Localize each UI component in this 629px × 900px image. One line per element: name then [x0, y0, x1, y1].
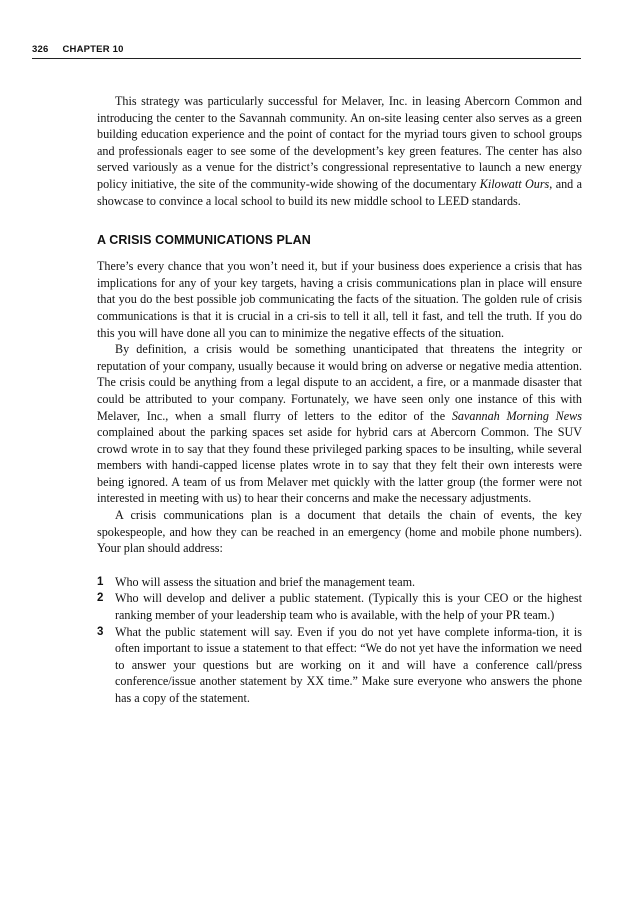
list-item-number: 2	[97, 592, 104, 605]
newspaper-title: Savannah Morning News	[451, 408, 582, 423]
list-item	[97, 590, 582, 623]
intro-text-start: This strategy was particularly successful for Melaver, Inc. in leasing Abercorn Common and introducing the center to the Savannah community. An on-site leasing center also serves as a green building education experience and the point of contact for the myriad tours given to school groups and professionals eager to see some of the development’s key green features. The center has also served variously as a venue for the district’s congressional representative to launch a new energy policy initiative, the site of the community-wide showing of the documentary	[97, 94, 582, 191]
intro-paragraph	[97, 93, 582, 209]
list-item-number: 3	[97, 625, 104, 638]
intro-text-end: , and a showcase to convince a local school to build its new middle school to LEED standards.	[97, 176, 582, 208]
list-item-number: 1	[97, 575, 104, 588]
chapter-label: CHAPTER 10	[62, 44, 124, 55]
list-item	[97, 574, 582, 591]
running-head	[32, 44, 581, 59]
crisis-paragraph-2-start: By definition, a crisis would be something unanticipated that threatens the integrity or reputation of your company, usually because it would bring on adverse or negative media attention. The crisis could be anything from a legal dispute to an accident, a fire, or a manmade disaster that could be attributed to your company. Fortunately, we have seen only one instance of this with Melaver, Inc., when a small flurry of letters to the editor of the	[97, 342, 582, 423]
page-number: 326	[32, 44, 49, 55]
documentary-title: Kilowatt Ours	[479, 176, 550, 191]
crisis-paragraph-1: There’s every chance that you won’t need it, but if your business does experience a crisis that has implications for any of your key targets, having a crisis communications plan in place will ensure that you do the best possible job communicating the facts of the situation. The golden rule of crisis communications is that it is crucial in a cri-sis to tell it all, tell it fast, and tell the truth. If you do this you will have done all you can to minimize the negative effects of the situation.	[97, 259, 582, 340]
page-body	[97, 93, 582, 707]
list-item-text: Who will develop and deliver a public statement. (Typically this is your CEO or the highest ranking member of your leadership team who is available, with the help of your PR team.)	[115, 591, 582, 623]
list-item	[97, 624, 582, 707]
list-item-text: What the public statement will say. Even if you do not yet have complete informa-tion, it is often important to issue a statement to that effect: “We do not yet have the information we need to answer your questions but are working on it and will have a conference call/press conference/issue another statement by XX time.” Make sure everyone who answers the phone has a copy of the statement.	[115, 624, 582, 705]
crisis-paragraph-2-end: complained about the parking spaces set aside for hybrid cars at Abercorn Common. The SUV crowd wrote in to say that they found these privileged parking spaces to be insulting, while several members with handi-capped license plates wrote in to say that they felt their own interests were being ignored. A team of us from Melaver met quickly with the latter group (the former were not interested in meeting with us) to hear their concerns and make the necessary adjustments.	[97, 425, 582, 506]
list-item-text: Who will assess the situation and brief the management team.	[115, 574, 416, 589]
crisis-paragraph-2	[97, 341, 582, 507]
section-heading: A CRISIS COMMUNICATIONS PLAN	[97, 233, 311, 248]
numbered-list	[97, 574, 582, 707]
crisis-paragraph-3: A crisis communications plan is a document that details the chain of events, the key spokespeople, and how they can be reached in an emergency (home and mobile phone numbers). Your plan should address:	[97, 508, 582, 556]
